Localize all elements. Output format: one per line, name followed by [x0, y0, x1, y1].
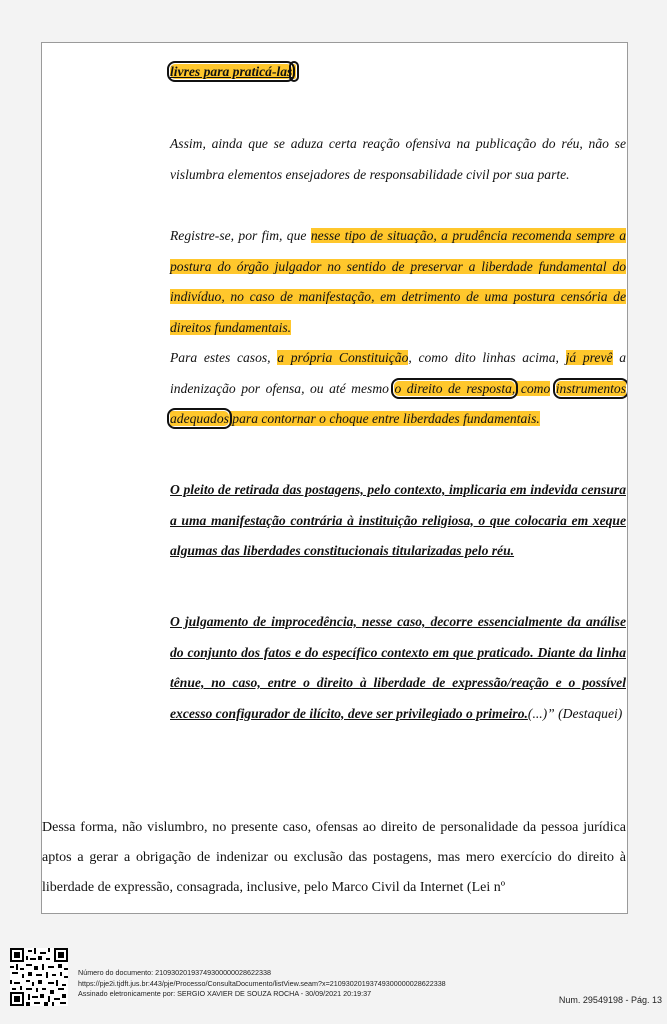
- quote-text: Registre-se, por fim, que: [170, 228, 311, 243]
- highlighted-text: para contornar o choque entre liberdades fundamentais.: [228, 411, 540, 426]
- qr-code-icon: [10, 948, 68, 1006]
- document-number: Número do documento: 21093020193749300000028622338: [78, 968, 272, 977]
- quote-text: , como dito linhas acima,: [408, 350, 566, 365]
- quote-text: a indenização por ofensa, ou até mesmo: [170, 350, 627, 396]
- quote-text: (...)” (Destaquei): [527, 705, 623, 721]
- quote-paragraph-3: [170, 221, 626, 343]
- highlighted-text: a própria Constituição: [277, 350, 409, 365]
- body-paragraph: Dessa forma, não vislumbro, no presente caso, ofensas ao direito de personalidade da pessoa jurídica aptos a gerar a obrigação de indenizar ou exclusão das postagens, mas mero exercício do direito à liberdade de expressão, consagrada, inclusive, pelo Marco Civil da Internet (Lei nº: [42, 820, 626, 895]
- quote-paragraph-6: [170, 607, 626, 729]
- highlighted-text: já prevê: [565, 350, 613, 365]
- document-page: [41, 42, 628, 914]
- document-url[interactable]: https://pje2i.tjdft.jus.br:443/pje/Processo/ConsultaDocumento/listView.seam?x=21093020193749300000028622338: [78, 978, 446, 988]
- footer-metadata: [78, 968, 446, 1000]
- quote-text: [550, 381, 556, 396]
- quote-paragraph-4: [170, 343, 626, 435]
- quote-text: Para estes casos,: [170, 350, 278, 365]
- boxed-highlight-instrumentos: instrumentos adequados: [170, 380, 627, 426]
- quote-paragraph-2: [170, 129, 626, 190]
- page-footer: [0, 940, 667, 1024]
- signature-line: Assinado eletronicamente por: SERGIO XAVIER DE SOUZA ROCHA - 30/09/2021 20:19:37: [78, 989, 372, 998]
- boxed-highlight-period: .: [292, 64, 296, 79]
- boxed-highlight-livres: livres para praticá-las: [170, 64, 293, 79]
- quote-paragraph-5: [170, 475, 626, 567]
- highlighted-text: nesse tipo de situação, a prudência recomenda sempre a postura do órgão julgador no sentido de preservar a liberdade fundamental do indivíduo, no caso de manifestação, em detrimento de uma postura censória de direitos fundamentais.: [170, 228, 627, 335]
- highlighted-text: como: [515, 380, 551, 396]
- bold-underlined-text: O julgamento de improcedência, nesse caso, decorre essencialmente da análise do conjunto dos fatos e do específico contexto em que praticado. Diante da linha tênue, no caso, entre o direito à liberdade de expressão/reação e o possível excesso configurador de ilícito, deve ser privilegiado o primeiro.: [170, 614, 626, 721]
- boxed-highlight-direito-resposta: o direito de resposta,: [394, 380, 516, 396]
- quote-paragraph-1: [170, 57, 626, 88]
- quote-text: Assim, ainda que se aduza certa reação ofensiva na publicação do réu, não se vislumbra elementos ensejadores de responsabilidade civil por sua parte.: [170, 136, 626, 182]
- page-number: Num. 29549198 - Pág. 13: [558, 995, 662, 1005]
- bold-underlined-text: O pleito de retirada das postagens, pelo contexto, implicaria em indevida censura a uma manifestação contrária à instituição religiosa, o que colocaria em xeque algumas das liberdades constitucionais titularizadas pelo réu.: [170, 482, 626, 558]
